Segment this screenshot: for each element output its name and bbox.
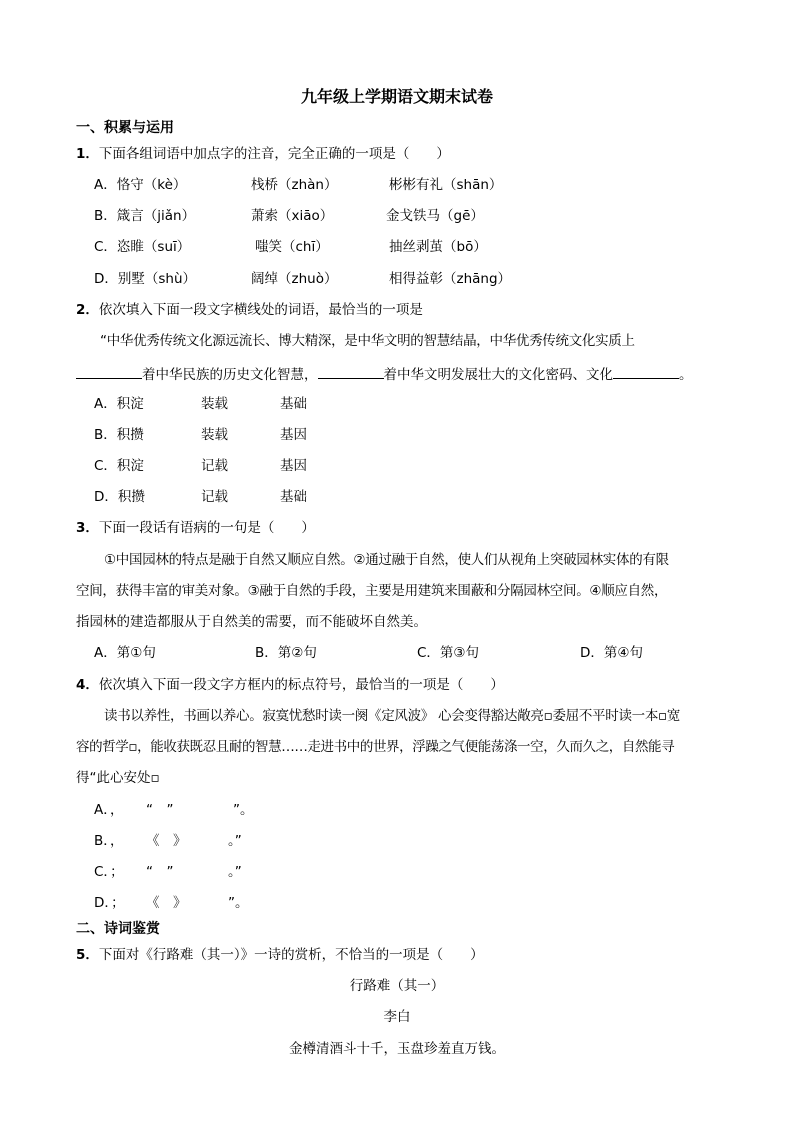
- section-heading-2: 二、诗词鉴赏: [76, 921, 160, 937]
- q4-option-d1: D．；: [94, 895, 125, 911]
- question-1: [76, 145, 450, 163]
- question-4: [76, 676, 504, 694]
- q1-option-b3: 金戈铁马（gē）: [386, 208, 484, 224]
- q2-passage-line-2: [76, 364, 693, 384]
- q4-option-b3: 。”: [228, 833, 242, 849]
- q4-option-a3: ”。: [233, 802, 254, 818]
- question-number: 5．: [76, 947, 99, 963]
- question-text: 下面各组词语中加点字的注音，完全正确的一项是（ ）: [98, 146, 450, 162]
- q3-passage-line-2: 空间，获得丰富的审美对象。③融于自然的手段，主要是用建筑来围蔽和分隔园林空间。④顺应自然，: [76, 583, 668, 599]
- question-text: 下面一段话有语病的一句是（ ）: [98, 520, 315, 536]
- q3-option-c: C．第③句: [417, 645, 480, 661]
- fill-blank: [76, 364, 142, 379]
- q1-option-b2: 萧索（xiāo）: [251, 208, 334, 224]
- q4-passage-line-2: 容的哲学▫，能收获既忍且耐的智慧……走进书中的世界，浮躁之气便能荡涤一空，久而久之，自然能寻: [76, 739, 675, 755]
- q4-option-d3: ”。: [228, 895, 249, 911]
- passage-text: 着中华文明发展壮大的文化密码、文化: [383, 367, 613, 383]
- question-number: 4．: [76, 677, 99, 693]
- q2-option-b3: 基因: [280, 427, 307, 443]
- q4-option-c1: C．；: [94, 864, 124, 880]
- section-heading-1: 一、积累与运用: [76, 120, 174, 136]
- question-2: [76, 301, 423, 319]
- question-text: 依次填入下面一段文字横线处的词语，最恰当的一项是: [98, 302, 423, 318]
- q2-option-d3: 基础: [280, 489, 307, 505]
- q3-passage-line-3: 指园林的建造都服从于自然美的需要，而不能破坏自然美。: [76, 614, 427, 630]
- q3-option-b: B．第②句: [255, 645, 317, 661]
- q2-option-d2: 记载: [201, 489, 228, 505]
- poem-line: 金樽清酒斗十千，玉盘珍羞直万钱。: [289, 1041, 505, 1057]
- q4-option-a1: A．，: [94, 802, 124, 818]
- passage-text: 。: [679, 367, 693, 383]
- q4-option-c3: 。”: [228, 864, 242, 880]
- q4-option-b2: 《 》: [146, 833, 187, 849]
- q4-option-a2: “ ”: [146, 802, 174, 818]
- q2-option-b2: 装载: [201, 427, 228, 443]
- question-5: [76, 946, 484, 964]
- q1-option-c3: 抽丝剥茧（bō）: [389, 239, 487, 255]
- q1-option-d3: 相得益彰（zhāng）: [389, 271, 512, 287]
- question-number: 1．: [76, 146, 99, 162]
- q1-option-c2: 嗤笑（chī）: [255, 239, 329, 255]
- q1-option-a3: 彬彬有礼（shān）: [389, 177, 503, 193]
- question-number: 2．: [76, 302, 99, 318]
- question-3: [76, 519, 315, 537]
- q1-option-b1: B．箴言（jiǎn）: [94, 208, 196, 224]
- q2-option-b1: B．积攒: [94, 427, 144, 443]
- question-text: 下面对《行路难（其一）》一诗的赏析，不恰当的一项是（ ）: [98, 947, 484, 963]
- poem-title: 行路难（其一）: [349, 978, 445, 994]
- question-number: 3．: [76, 520, 99, 536]
- q4-option-c2: “ ”: [146, 864, 174, 880]
- passage-text: 着中华民族的历史文化智慧，: [142, 367, 318, 383]
- q2-option-a1: A．积淀: [94, 396, 144, 412]
- q1-option-d2: 阔绰（zhuò）: [251, 271, 338, 287]
- question-text: 依次填入下面一段文字方框内的标点符号，最恰当的一项是（ ）: [98, 677, 504, 693]
- fill-blank: [318, 364, 384, 379]
- q3-option-a: A．第①句: [94, 645, 156, 661]
- q2-option-c3: 基因: [280, 458, 307, 474]
- q1-option-c1: C．恣睢（suī）: [94, 239, 191, 255]
- q2-option-a3: 基础: [280, 396, 307, 412]
- q1-option-a1: A．恪守（kè）: [94, 177, 187, 193]
- q2-option-d1: D．积攒: [94, 489, 145, 505]
- fill-blank: [613, 364, 679, 379]
- page-title: 九年级上学期语文期末试卷: [300, 87, 493, 106]
- q2-option-a2: 装载: [201, 396, 228, 412]
- q2-option-c1: C．积淀: [94, 458, 144, 474]
- q4-option-d2: 《 》: [146, 895, 187, 911]
- q4-passage-line-3: 得“此心安处▫: [76, 770, 160, 786]
- q3-option-d: D．第④句: [580, 645, 643, 661]
- q1-option-d1: D．别墅（shù）: [94, 271, 197, 287]
- poem-author: 李白: [383, 1009, 411, 1025]
- q2-passage-line-1: “中华优秀传统文化源远流长、博大精深，是中华文明的智慧结晶，中华优秀传统文化实质上: [100, 333, 635, 349]
- q2-option-c2: 记载: [201, 458, 228, 474]
- q3-passage-line-1: ①中国园林的特点是融于自然又顺应自然。②通过融于自然，使人们从视角上突破园林实体的有限: [104, 552, 669, 568]
- q4-passage-line-1: 读书以养性，书画以养心。寂寞忧愁时读一阕《定风波》 心会变得豁达敞亮▫委屈不平时读一本▫宽: [104, 708, 681, 724]
- q4-option-b1: B．，: [94, 833, 124, 849]
- q1-option-a2: 栈桥（zhàn）: [251, 177, 338, 193]
